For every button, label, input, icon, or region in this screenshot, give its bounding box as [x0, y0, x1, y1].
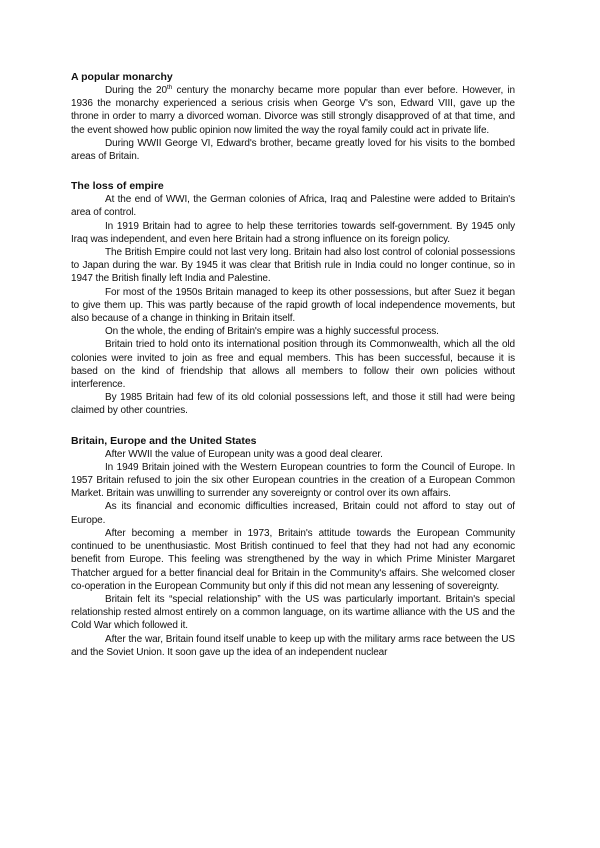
paragraph: As its financial and economic difficulties increased, Britain could not afford to stay out of Europe.	[71, 501, 515, 526]
section-popular-monarchy	[71, 70, 515, 163]
paragraph: For most of the 1950s Britain managed to keep its other possessions, but after Suez it began to give them up. This was partly because of the rapid growth of local independence movements, but also because of a change in thinking in Britain itself.	[71, 286, 515, 325]
ordinal-superscript: th	[166, 84, 173, 91]
section-britain-europe-us	[71, 434, 515, 659]
paragraph: By 1985 Britain had few of its old colonial possessions left, and those it still had were being claimed by other countries.	[71, 392, 515, 417]
paragraph: During WWII George VI, Edward's brother, became greatly loved for his visits to the bombed areas of Britain.	[71, 137, 515, 163]
paragraph-text-start: During the 20	[105, 85, 167, 96]
paragraph: In 1919 Britain had to agree to help these territories towards self-government. By 1945 only Iraq was independent, and even here Britain had a strong influence on its foreign policy.	[71, 220, 515, 245]
paragraph: The British Empire could not last very long. Britain had also lost control of colonial possessions to Japan during the war. By 1945 it was clear that British rule in India could no longer continue, so in 1947 the British finally left India and Palestine.	[71, 247, 515, 285]
paragraph: Britain tried to hold onto its international position through its Commonwealth, which all the old colonies were invited to join as free and equal members. This has been successful, because it is based on the kind of friendship that allows all members to follow their own policies without interference.	[71, 339, 515, 391]
section-heading: Britain, Europe and the United States	[71, 434, 257, 447]
section-loss-of-empire	[71, 179, 515, 417]
paragraph: After becoming a member in 1973, Britain's attitude towards the European Community continued to be unenthusiastic. Most British continued to feel that they had not had any economic benefit from Europe. This feeling was strengthened by the way in which Prime Minister Margaret Thatcher argued for a better financial deal for Britain in the Community's affairs. She welcomed closer co-operation in the European Community but only if this did not mean any lessening of sovereignty.	[71, 527, 515, 592]
paragraph-text-rest: century the monarchy became more popular than ever before. However, in 1936 the monarchy experienced a serious crisis when George V's son, Edward VIII, gave up the throne in order to marry a divorced woman. Divorce was still strongly disapproved of at that time, and the event showed how public opinion now limited the way the royal family could act in private life.	[71, 85, 515, 136]
paragraph: After WWII the value of European unity was a good deal clearer.	[105, 448, 383, 460]
paragraph: At the end of WWI, the German colonies of Africa, Iraq and Palestine were added to Britain's area of control.	[71, 194, 515, 219]
paragraph: Britain felt its “special relationship” with the US was particularly important. Britain's special relationship rested almost entirely on a common language, on its wartime alliance with the US and the Cold War which followed it.	[71, 593, 515, 632]
section-heading: The loss of empire	[71, 180, 164, 193]
section-heading: A popular monarchy	[71, 71, 173, 83]
paragraph: After the war, Britain found itself unable to keep up with the military arms race between the US and the Soviet Union. It soon gave up the idea of an independent nuclear	[71, 633, 515, 658]
paragraph	[71, 84, 515, 137]
paragraph: In 1949 Britain joined with the Western European countries to form the Council of Europe. In 1957 Britain refused to join the six other European countries in the creation of a European Common Market. Britain was unwilling to surrender any sovereignty or control over its own affairs.	[71, 461, 515, 500]
paragraph: On the whole, the ending of Britain's empire was a highly successful process.	[105, 326, 439, 338]
